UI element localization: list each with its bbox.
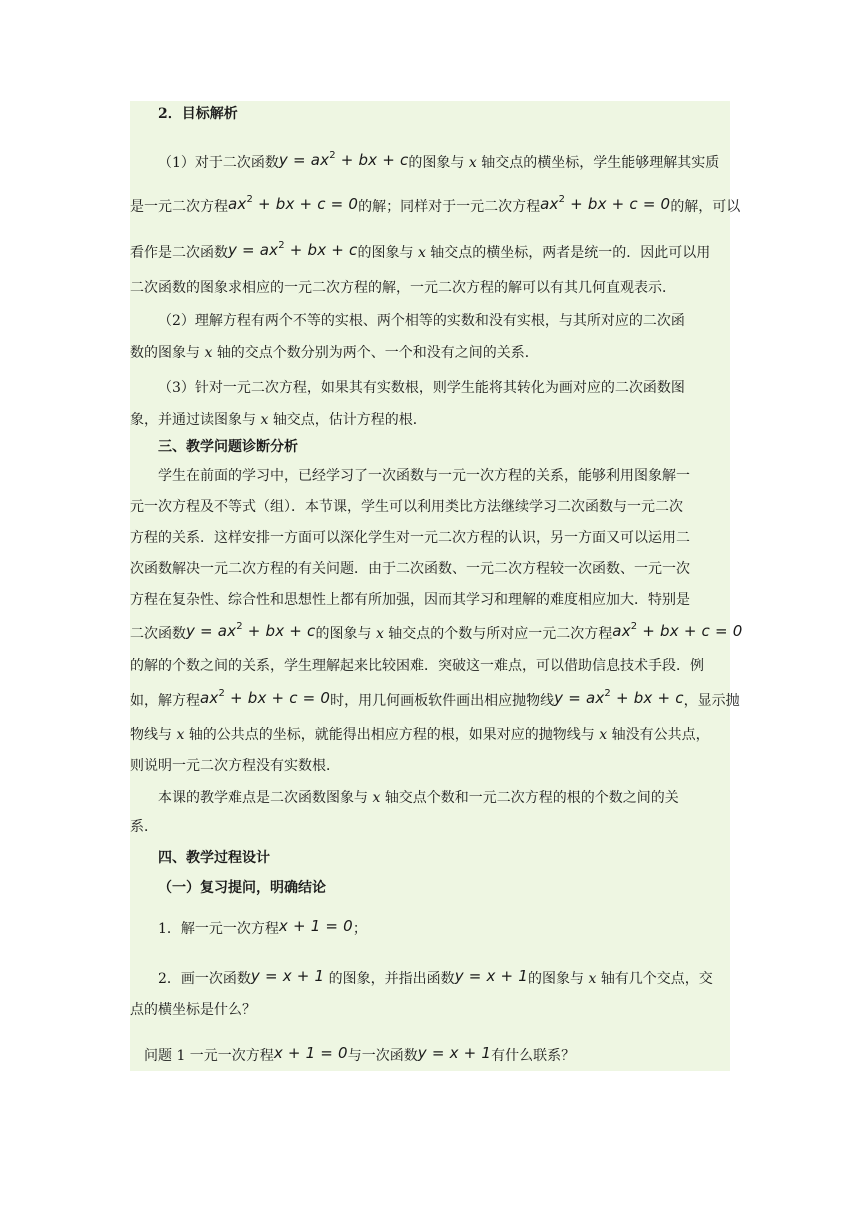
diag-line2 xyxy=(130,497,730,517)
text: （2）理解方程有两个不等的实根、两个相等的实数和没有实根，与其所对应的二次函 xyxy=(158,313,685,329)
eq-part: ax xyxy=(540,195,559,213)
question-2-line1 xyxy=(130,966,730,989)
problem-1 xyxy=(130,1043,730,1066)
diag-line5 xyxy=(130,590,730,610)
eq-part: + bx + c = 0 xyxy=(253,195,359,213)
diag-line8 xyxy=(130,688,740,711)
equation-quadratic-function xyxy=(554,688,683,708)
goal-p2-line2 xyxy=(130,343,730,363)
subheading-review xyxy=(130,878,730,898)
text: 则说明一元二次方程没有实数根． xyxy=(130,758,340,774)
text: 二次函数 xyxy=(130,626,186,642)
text: ； xyxy=(352,921,367,937)
text: 1．解一元一次方程 xyxy=(158,921,279,937)
text: 轴交点的横坐标，学生能够理解其实质 xyxy=(481,155,720,171)
difficulty-line2 xyxy=(130,817,730,837)
exponent: 2 xyxy=(278,240,285,251)
text: 的解，可以 xyxy=(670,199,741,215)
text: ，显示抛 xyxy=(683,693,740,709)
var-x: x xyxy=(204,345,213,361)
text: 轴有几个交点，交 xyxy=(600,971,713,987)
text: 轴交点的横坐标，两者是统一的．因此可以用 xyxy=(430,245,711,261)
eq-part: y = ax xyxy=(186,622,237,640)
equation-linear-function: y = x + 1 xyxy=(417,1044,492,1062)
eq-part: y = ax xyxy=(228,241,279,259)
text: 轴的公共点的坐标，就能得出相应方程的根，如果对应的抛物线与 xyxy=(188,727,595,743)
var-x: x xyxy=(588,971,597,987)
eq-part: + bx + c = 0 xyxy=(225,689,331,707)
eq-part: ax xyxy=(612,622,631,640)
var-x: x xyxy=(176,727,185,743)
eq-part: + bx + c xyxy=(242,622,316,640)
equation-linear-function: y = x + 1 xyxy=(250,967,325,985)
text: 是一元二次方程 xyxy=(130,199,228,215)
equation-linear: x + 1 = 0 xyxy=(273,1044,348,1062)
goal-p1-line3 xyxy=(130,240,730,263)
heading-diagnosis xyxy=(130,437,730,457)
equation-linear: x + 1 = 0 xyxy=(278,917,353,935)
subheading-text: （一）复习提问，明确结论 xyxy=(158,880,326,896)
text: 轴的交点个数分别为两个、一个和没有之间的关系． xyxy=(216,345,539,361)
text: 次函数解决一元二次方程的有关问题．由于二次函数、一元二次方程较一次函数、一元一次 xyxy=(130,561,690,577)
eq-part: ax xyxy=(200,689,219,707)
text: 本课的教学难点是二次函数图象与 xyxy=(158,790,368,806)
goal-p3-line1 xyxy=(130,378,730,398)
eq-part: + bx + c = 0 xyxy=(637,622,743,640)
text: 轴交点的个数与所对应一元二次方程 xyxy=(388,626,613,642)
diag-line9 xyxy=(130,725,730,745)
var-x: x xyxy=(260,412,269,428)
diag-line4 xyxy=(130,559,730,579)
diag-line1 xyxy=(130,466,730,486)
eq-part: + bx + c xyxy=(610,689,684,707)
var-x: x xyxy=(599,727,608,743)
text: 的图象与 xyxy=(528,971,584,987)
text: 的图象与 xyxy=(315,626,372,642)
var-x: x xyxy=(417,245,426,261)
diag-line3 xyxy=(130,528,730,548)
text: 元一次方程及不等式（组）．本节课，学生可以利用类比方法继续学习二次函数与一元二次 xyxy=(130,499,683,515)
equation-linear-function: y = x + 1 xyxy=(454,967,528,985)
text: 轴交点，估计方程的根． xyxy=(272,412,427,428)
equation-quadratic xyxy=(612,621,742,641)
exponent: 2 xyxy=(218,688,226,699)
eq-part: + bx + c = 0 xyxy=(565,195,671,213)
exponent: 2 xyxy=(604,688,611,699)
text: 看作是二次函数 xyxy=(130,245,228,261)
text: 轴没有公共点， xyxy=(611,727,710,743)
heading-process xyxy=(130,848,730,868)
text: 问题 1 一元一次方程 xyxy=(144,1048,274,1064)
text: 方程在复杂性、综合性和思想性上都有所加强，因而其学习和理解的难度相应加大．特别是 xyxy=(130,592,690,608)
eq-part: ax xyxy=(228,195,247,213)
equation-quadratic xyxy=(228,194,358,214)
diag-line7 xyxy=(130,656,730,676)
equation-quadratic-function xyxy=(186,621,315,641)
goal-p1-line4 xyxy=(130,278,730,298)
text: 的解；同样对于一元二次方程 xyxy=(358,199,541,215)
text: 二次函数的图象求相应的一元二次方程的解，一元二次方程的解可以有其几何直观表示． xyxy=(130,280,676,296)
text: 点的横坐标是什么？ xyxy=(130,1002,256,1018)
exponent: 2 xyxy=(236,621,243,632)
heading-text: 四、教学过程设计 xyxy=(158,850,270,866)
goal-p2-line1 xyxy=(130,311,730,331)
exponent: 2 xyxy=(630,621,638,632)
text: 如，解方程 xyxy=(130,693,200,709)
text: 2．画一次函数 xyxy=(158,971,251,987)
var-x: x xyxy=(468,155,477,171)
goal-p1-line2 xyxy=(130,194,741,217)
text: 有什么联系？ xyxy=(491,1048,576,1064)
goal-p1-line1 xyxy=(130,150,730,173)
text: 象，并通过读图象与 xyxy=(130,412,256,428)
eq-part: y = ax xyxy=(278,151,330,169)
exponent: 2 xyxy=(558,194,566,205)
equation-quadratic-function xyxy=(228,240,357,260)
text: 的图象与 xyxy=(357,245,414,261)
var-x: x xyxy=(372,790,381,806)
text: 的图象与 xyxy=(408,155,465,171)
goal-p3-line2 xyxy=(130,410,730,430)
text: 学生在前面的学习中，已经学习了一次函数与一元一次方程的关系，能够利用图象解一 xyxy=(158,468,690,484)
heading-text: 三、教学问题诊断分析 xyxy=(158,439,298,455)
eq-part: y = ax xyxy=(554,689,605,707)
eq-part: + bx + c xyxy=(335,151,409,169)
equation-quadratic xyxy=(540,194,670,214)
diag-line6 xyxy=(130,621,743,644)
diag-line10 xyxy=(130,756,730,776)
exponent: 2 xyxy=(246,194,254,205)
question-1 xyxy=(130,916,730,939)
text: （3）针对一元二次方程，如果其有实数根，则学生能将其转化为画对应的二次函数图 xyxy=(158,380,685,396)
text: 轴交点个数和一元二次方程的根的个数之间的关 xyxy=(384,790,679,806)
text: 与一次函数 xyxy=(347,1048,418,1064)
heading-goal xyxy=(130,104,730,124)
text: 方程的关系．这样安排一方面可以深化学生对一元二次方程的认识，另一方面又可以运用二 xyxy=(130,530,690,546)
difficulty-line1 xyxy=(130,788,730,808)
equation-quadratic xyxy=(200,688,330,708)
text: 物线与 xyxy=(130,727,172,743)
text: 的解的个数之间的关系，学生理解起来比较困难．突破这一难点，可以借助信息技术手段．例 xyxy=(130,658,704,674)
heading-goal-text: 2．目标解析 xyxy=(158,106,238,122)
equation-quadratic-function xyxy=(279,150,408,170)
text: 数的图象与 xyxy=(130,345,200,361)
eq-part: + bx + c xyxy=(284,241,358,259)
text: 的图象，并指出函数 xyxy=(324,971,455,987)
var-x: x xyxy=(375,626,384,642)
question-2-line2 xyxy=(130,1000,730,1020)
text: （1）对于二次函数 xyxy=(158,155,279,171)
exponent: 2 xyxy=(329,150,336,161)
text: 系． xyxy=(130,819,158,835)
text: 时，用几何画板软件画出相应抛物线 xyxy=(330,693,555,709)
